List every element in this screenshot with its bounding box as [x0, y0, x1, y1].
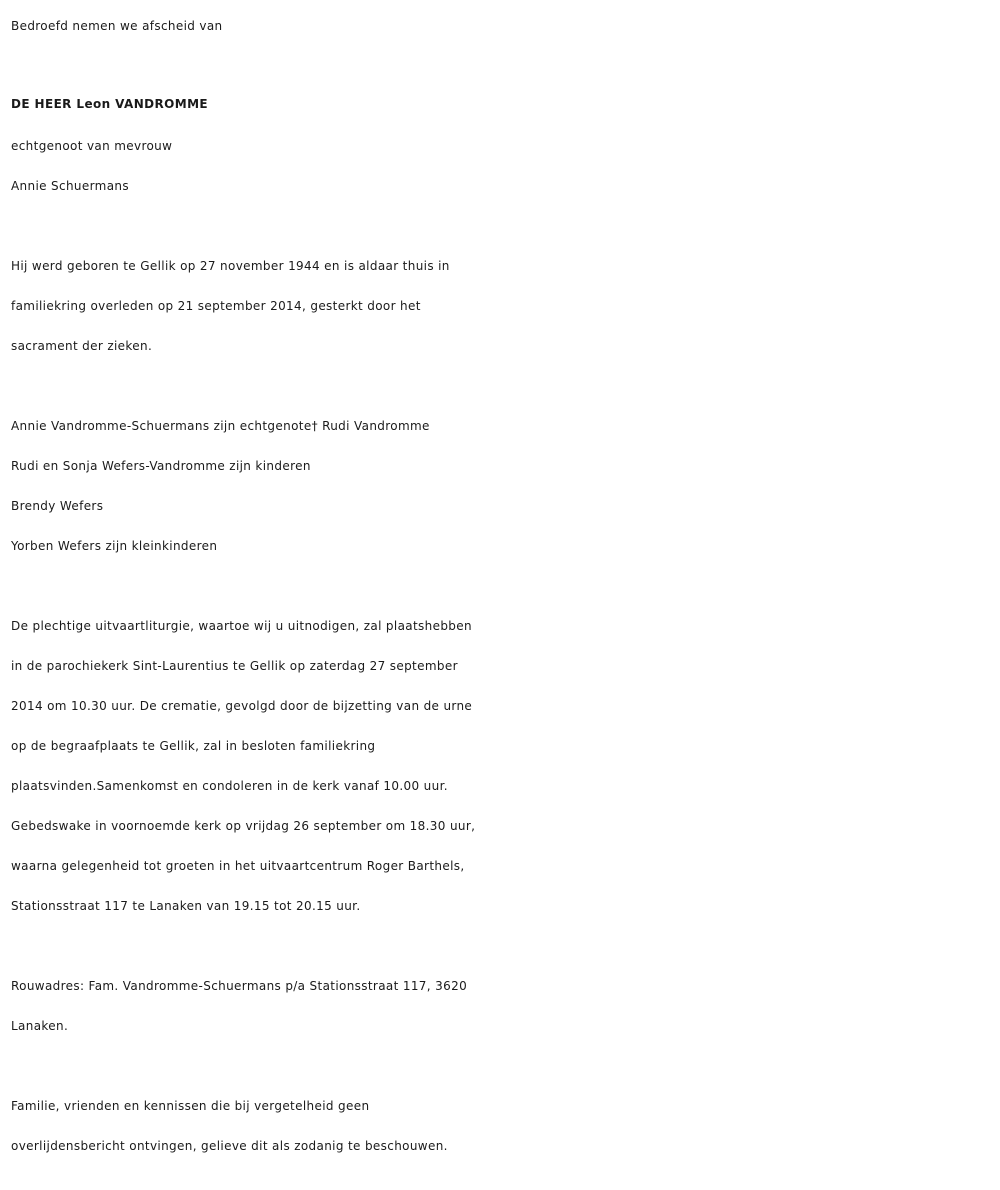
paragraph-line: plaatsvinden.Samenkomst en condoleren in de kerk vanaf 10.00 uur.: [11, 779, 448, 793]
paragraph-line: familiekring overleden op 21 september 2014, gesterkt door het: [11, 299, 421, 313]
family-line: Annie Vandromme-Schuermans zijn echtgenote† Rudi Vandromme: [11, 419, 430, 433]
paragraph-line: sacrament der zieken.: [11, 339, 153, 353]
birth-paragraph: [11, 246, 991, 366]
paragraph-line: Hij werd geboren te Gellik op 27 november 1944 en is aldaar thuis in: [11, 259, 450, 273]
address-paragraph: [11, 966, 991, 1046]
paragraph-line: op de begraafplaats te Gellik, zal in besloten familiekring: [11, 739, 376, 753]
spouse-line: echtgenoot van mevrouw: [11, 139, 173, 153]
spouse-line: Annie Schuermans: [11, 179, 129, 193]
family-line: Brendy Wefers: [11, 499, 104, 513]
spouse-block: [11, 126, 991, 206]
paragraph-line: Stationsstraat 117 te Lanaken van 19.15 tot 20.15 uur.: [11, 899, 361, 913]
paragraph-line: Familie, vrienden en kennissen die bij vergetelheid geen: [11, 1099, 370, 1113]
closing-paragraph: [11, 1086, 991, 1166]
deceased-name: DE HEER Leon VANDROMME: [11, 97, 209, 111]
ceremony-paragraph: [11, 606, 991, 926]
paragraph-line: 2014 om 10.30 uur. De crematie, gevolgd door de bijzetting van de urne: [11, 699, 473, 713]
paragraph-line: Gebedswake in voornoemde kerk op vrijdag 26 september om 18.30 uur,: [11, 819, 476, 833]
paragraph-line: Rouwadres: Fam. Vandromme-Schuermans p/a Stationsstraat 117, 3620: [11, 979, 468, 993]
family-line: Yorben Wefers zijn kleinkinderen: [11, 539, 218, 553]
family-list: [11, 406, 991, 566]
paragraph-line: waarna gelegenheid tot groeten in het uitvaartcentrum Roger Barthels,: [11, 859, 465, 873]
paragraph-line: De plechtige uitvaartliturgie, waartoe wij u uitnodigen, zal plaatshebben: [11, 619, 472, 633]
obituary-document: [11, 6, 991, 1166]
paragraph-line: overlijdensbericht ontvingen, gelieve dit als zodanig te beschouwen.: [11, 1139, 448, 1153]
paragraph-line: Lanaken.: [11, 1019, 69, 1033]
family-line: Rudi en Sonja Wefers-Vandromme zijn kinderen: [11, 459, 311, 473]
paragraph-line: in de parochiekerk Sint-Laurentius te Gellik op zaterdag 27 september: [11, 659, 458, 673]
intro-text: Bedroefd nemen we afscheid van: [11, 19, 223, 33]
